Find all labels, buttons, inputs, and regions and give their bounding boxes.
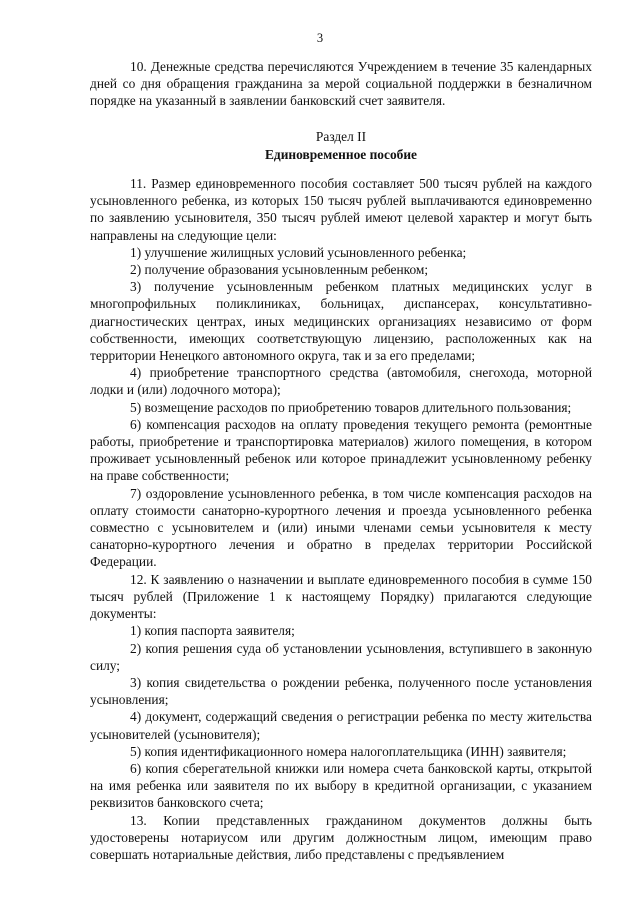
goal-item: 4) приобретение транспортного средства (автомобиля, снегохода, моторной лодки и (или) лодочного мотора); <box>90 365 592 398</box>
paragraph-13: 13. Копии представленных гражданином документов должны быть удостоверены нотариусом или другим должностным лицом, имеющим право совершать нотариальные действия, либо представлены с предъявлением <box>90 812 592 862</box>
goal-item: 1) улучшение жилищных условий усыновленного ребенка; <box>130 244 467 260</box>
paragraph-11: 11. Размер единовременного пособия составляет 500 тысяч рублей на каждого усыновленного ребенка, из которых 150 тысяч рублей выплачиваются единовременно по заявлению усыновителя, 350 тысяч рублей имеют целевой характер и могут быть направлены на следующие цели: <box>90 176 592 243</box>
goal-item: 7) оздоровление усыновленного ребенка, в том числе компенсация расходов на оплату стоимости санаторно-курортного лечения и проезда усыновленного ребенка совместно с усыновителем и (или) иными членами семьи усыновителя к месту санаторно-курортного лечения и обратно в пределах территории Российской Федерации. <box>90 485 592 570</box>
document-item: 2) копия решения суда об установлении усыновления, вступившего в законную силу; <box>90 640 592 673</box>
section-title: Единовременное пособие <box>264 146 417 162</box>
goal-item: 3) получение усыновленным ребенком платных медицинских услуг в многопрофильных поликлиниках, больницах, диспансерах, консультативно-диагностических центрах, иных медицинских организациях независимо от форм собственности, имеющих соответствующую лицензию, расположенных как на территории Ненецкого автономного округа, так и за его пределами; <box>90 279 592 364</box>
paragraph-12: 12. К заявлению о назначении и выплате единовременного пособия в сумме 150 тысяч рублей (Приложение 1 к настоящему Порядку) прилагаются следующие документы: <box>90 571 592 622</box>
document-item: 4) документ, содержащий сведения о регистрации ребенка по месту жительства усыновителей (усыновителя); <box>90 709 592 742</box>
goal-item: 5) возмещение расходов по приобретению товаров длительного пользования; <box>130 399 572 415</box>
document-item: 3) копия свидетельства о рождении ребенка, полученного после установления усыновления; <box>90 674 592 708</box>
goal-item: 6) компенсация расходов на оплату проведения текущего ремонта (ремонтные работы, приобретение и транспортировка материалов) жилого помещения, в котором проживает усыновленный ребенок или которое принадлежит усыновленному ребенку на праве собственности; <box>90 416 592 484</box>
document-item: 6) копия сберегательной книжки или номера счета банковской карты, открытой на имя ребенка или заявителя по их выбору в кредитной организации, с указанием реквизитов банковского счета; <box>90 760 592 811</box>
page-number: 3 <box>316 31 324 45</box>
document-body <box>90 58 592 863</box>
section-label: Раздел II <box>315 128 367 144</box>
paragraph-10: 10. Денежные средства перечисляются Учреждением в течение 35 календарных дней со дня обращения гражданина за мерой социальной поддержки в безналичном порядке на указанный в заявлении банковский счет заявителя. <box>90 59 592 109</box>
document-item: 5) копия идентификационного номера налогоплательщика (ИНН) заявителя; <box>130 743 567 759</box>
document-item: 1) копия паспорта заявителя; <box>130 623 295 639</box>
goal-item: 2) получение образования усыновленным ребенком; <box>130 262 429 278</box>
